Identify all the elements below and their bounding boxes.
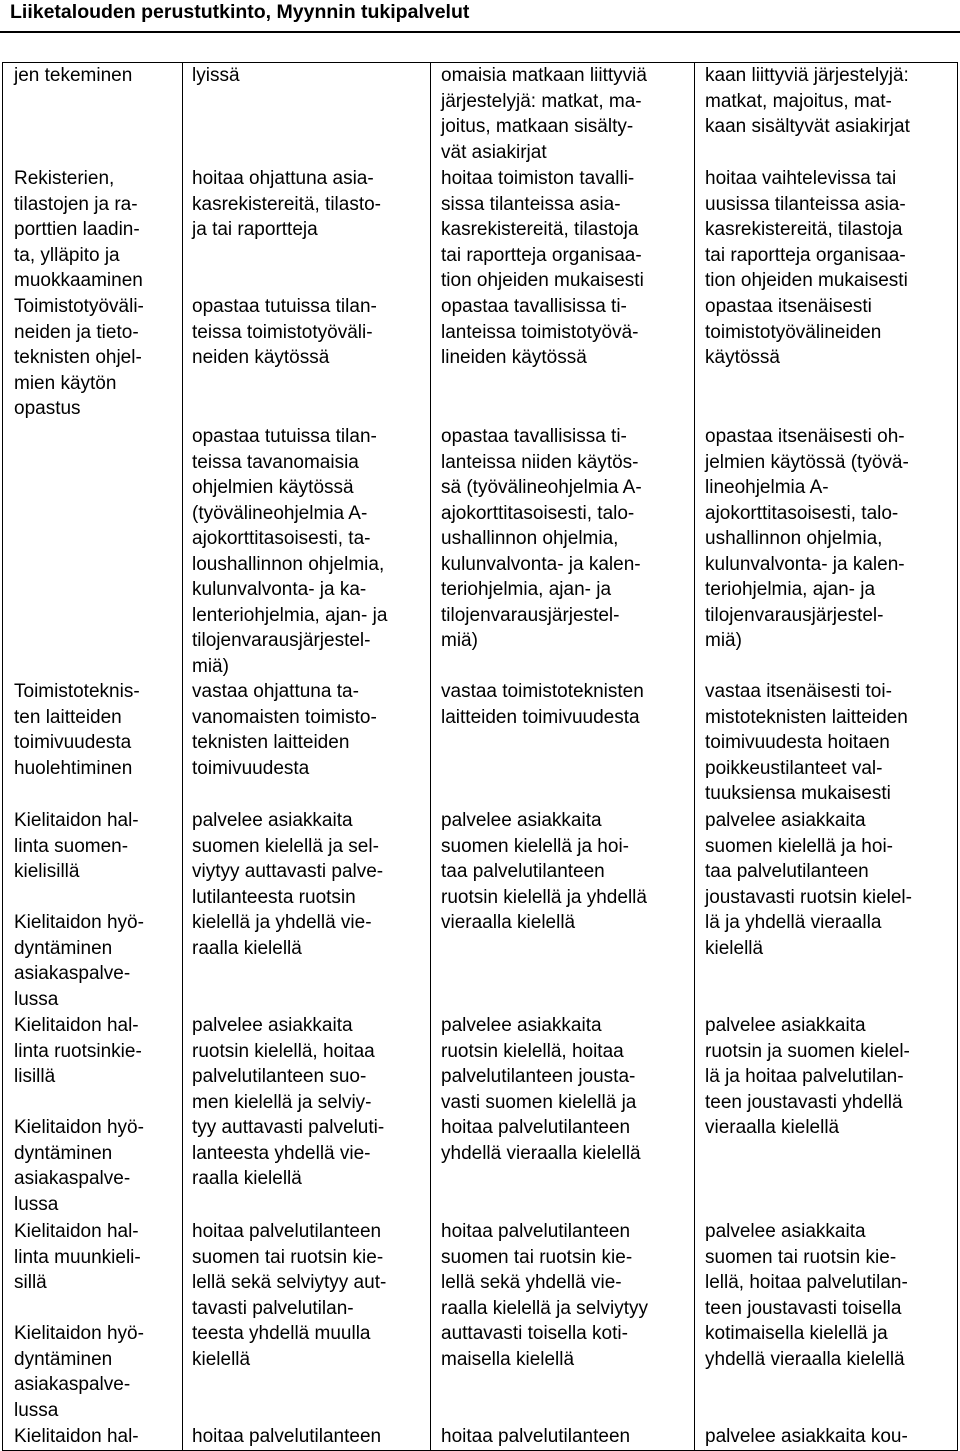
table-cell: opastaa tavallisissa ti- lanteissa niiden käytös- sä (työvälineohjelmia A- ajokorttitasoisesti, talo- ushallinnon ohjelmia, kulunvalvonta- ja kalen- teriohjelmia, ajan- ja tilojenvarausjärjestel- miä) bbox=[441, 426, 642, 651]
table-cell: opastaa tutuissa tilan- teissa tavanomaisia ohjelmien käytössä (työvälineohjelmia A- ajokorttitasoisesti, ta- loushallinnon ohjelmia, kulunvalvonta- ja ka- lenteriohjelmia, ajan- ja tilojenvarausjärjestel- miä) bbox=[192, 426, 388, 677]
table-right-border bbox=[957, 62, 958, 1451]
document-title: Liiketalouden perustutkinto, Myynnin tukipalvelut bbox=[10, 1, 470, 23]
table-cell: hoitaa toimiston tavalli- sissa tilanteissa asia- kasrekistereitä, tilastoja tai raportteja organisaa- tion ohjeiden mukaisesti bbox=[441, 168, 644, 291]
table-cell: vastaa ohjattuna ta- vanomaisten toimisto- teknisten laitteiden toimivuudesta bbox=[192, 681, 377, 779]
table-cell: kaan liittyviä järjestelyjä: matkat, majoitus, mat- kaan sisältyvät asiakirjat bbox=[705, 65, 910, 137]
table-cell: opastaa itsenäisesti oh- jelmien käytössä (työvä- lineohjelmia A- ajokorttitasoisesti, talo- ushallinnon ohjelmia, kulunvalvonta- ja kalen- teriohjelmia, ajan- ja tilojenvarausjärjestel- miä) bbox=[705, 426, 909, 651]
table-cell: hoitaa vaihtelevissa tai uusissa tilanteissa asia- kasrekistereitä, tilastoja tai raportteja organisaa- tion ohjeiden mukaisesti bbox=[705, 168, 908, 291]
table-cell: Kielitaidon hal- bbox=[14, 1426, 139, 1447]
table-cell: palvelee asiakkaita suomen kielellä ja sel- viytyy auttavasti palve- lutilanteesta ruotsin kielellä ja yhdellä vie- raalla kielellä bbox=[192, 810, 384, 959]
table-cell: opastaa itsenäisesti toimistotyövälineiden käytössä bbox=[705, 296, 882, 368]
table-cell: palvelee asiakkaita ruotsin kielellä, hoitaa palvelutilanteen suo- men kielellä ja selviy- tyy auttavasti palveluti- lanteesta yhdellä vie- raalla kielellä bbox=[192, 1015, 385, 1189]
table-cell: vastaa toimistoteknisten laitteiden toimivuudesta bbox=[441, 681, 644, 728]
table-cell: opastaa tavallisissa ti- lanteissa toimistotyövä- lineiden käytössä bbox=[441, 296, 639, 368]
table-cell: palvelee asiakkaita suomen tai ruotsin kie- lellä, hoitaa palvelutilan- teen joustavasti toisella kotimaisella kielellä ja yhdellä vieraalla kielellä bbox=[705, 1221, 908, 1370]
table-cell: vastaa itsenäisesti toi- mistoteknisten laitteiden toimivuudesta hoitaen poikkeustilanteet val- tuuksiensa mukaisesti bbox=[705, 681, 908, 804]
column-divider bbox=[430, 62, 431, 1451]
table-cell: Rekisterien, tilastojen ja ra- porttien laadin- ta, ylläpito ja muokkaaminen bbox=[14, 168, 143, 291]
table-cell: opastaa tutuissa tilan- teissa toimistotyöväli- neiden käytössä bbox=[192, 296, 377, 368]
table-cell: hoitaa palvelutilanteen suomen tai ruotsin kie- lellä sekä selviytyy aut- tavasti palvelutilan- teesta yhdellä muulla kielellä bbox=[192, 1221, 387, 1370]
table-cell: palvelee asiakkaita ruotsin ja suomen kielel- lä ja hoitaa palvelutilan- teen joustavasti yhdellä vieraalla kielellä bbox=[705, 1015, 910, 1138]
table-cell: palvelee asiakkaita suomen kielellä ja hoi- taa palvelutilanteen joustavasti ruotsin kielel- lä ja yhdellä vieraalla kielellä bbox=[705, 810, 912, 959]
table-cell: hoitaa ohjattuna asia- kasrekistereitä, tilasto- ja tai raportteja bbox=[192, 168, 382, 240]
column-divider bbox=[182, 62, 183, 1451]
table-cell: Kielitaidon hal- linta muunkieli- sillä Kielitaidon hyö- dyntäminen asiakaspalve- lussa bbox=[14, 1221, 144, 1421]
table-cell: hoitaa palvelutilanteen bbox=[441, 1426, 631, 1447]
table-cell: Toimistoteknis- ten laitteiden toimivuudesta huolehtiminen bbox=[14, 681, 140, 779]
table-cell: omaisia matkaan liittyviä järjestelyjä: matkat, ma- joitus, matkaan sisälty- vät asiakirjat bbox=[441, 65, 647, 163]
table-left-border bbox=[2, 62, 3, 1451]
table-cell: Kielitaidon hal- linta ruotsinkie- lisillä Kielitaidon hyö- dyntäminen asiakaspalve- lussa bbox=[14, 1015, 144, 1215]
column-divider bbox=[694, 62, 695, 1451]
table-cell: hoitaa palvelutilanteen bbox=[192, 1426, 382, 1447]
table-cell: palvelee asiakkaita kou- bbox=[705, 1426, 908, 1447]
table-cell: lyissä bbox=[192, 65, 240, 86]
table-cell: Toimistotyöväli- neiden ja tieto- teknisten ohjel- mien käytön opastus bbox=[14, 296, 144, 419]
table-cell: Kielitaidon hal- linta suomen- kielisillä Kielitaidon hyö- dyntäminen asiakaspalve- lussa bbox=[14, 810, 144, 1010]
table-cell: palvelee asiakkaita suomen kielellä ja hoi- taa palvelutilanteen ruotsin kielellä ja yhdellä vieraalla kielellä bbox=[441, 810, 647, 933]
table-cell: palvelee asiakkaita ruotsin kielellä, hoitaa palvelutilanteen jousta- vasti suomen kielellä ja hoitaa palvelutilanteen yhdellä vieraalla kielellä bbox=[441, 1015, 641, 1164]
table-cell: jen tekeminen bbox=[14, 65, 133, 86]
table-cell: hoitaa palvelutilanteen suomen tai ruotsin kie- lellä sekä yhdellä vie- raalla kielellä ja selviytyy auttavasti toisella koti- maisella kielellä bbox=[441, 1221, 648, 1370]
